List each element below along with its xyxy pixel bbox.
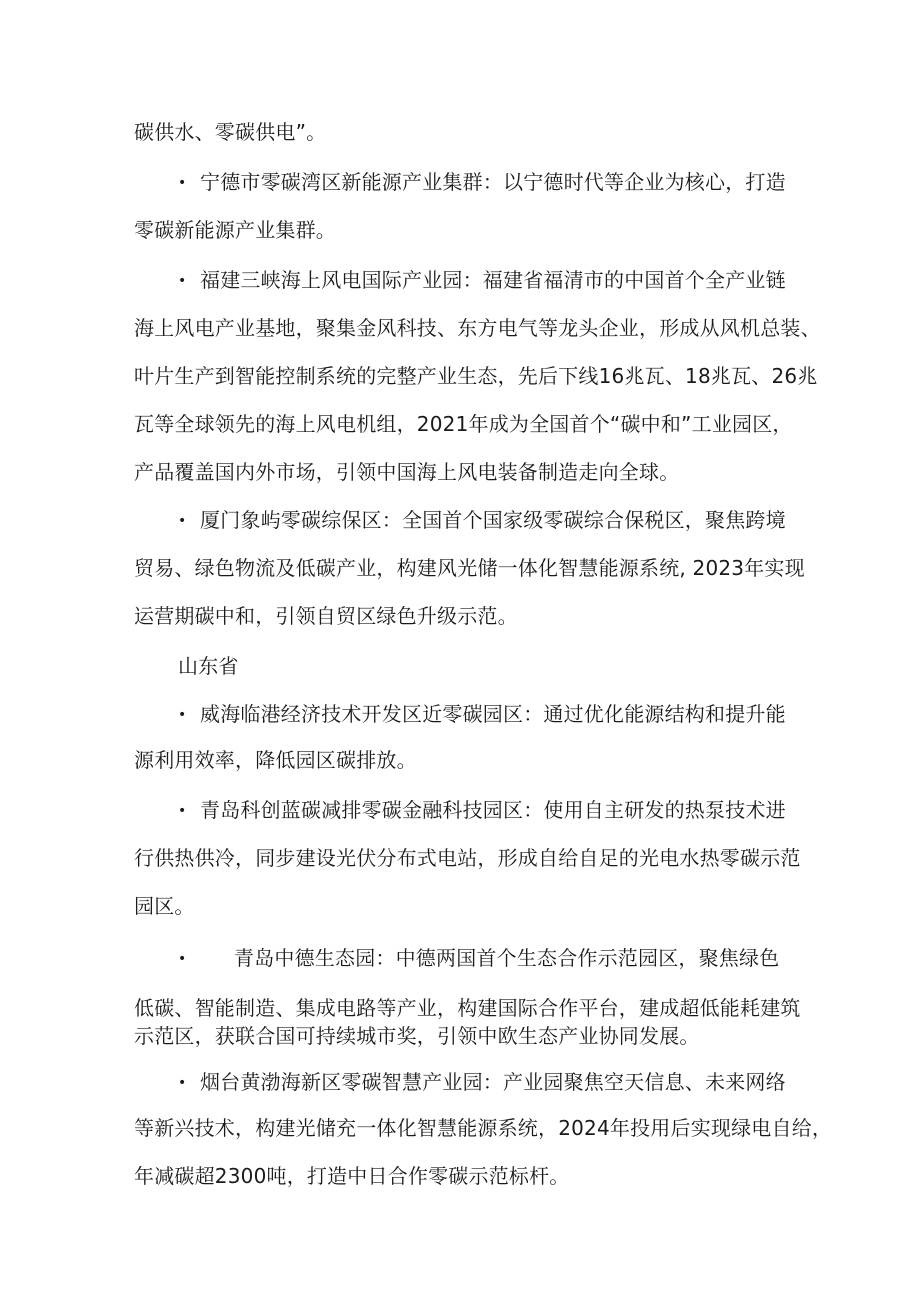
bullet-item-first-line bbox=[178, 168, 838, 197]
bullet-item-first-line bbox=[178, 796, 838, 825]
text-line: 源利用效率，降低园区碳排放。 bbox=[134, 748, 417, 772]
text-line: 碳供水、零碳供电”。 bbox=[134, 120, 327, 144]
text-line: 低碳、智能制造、集成电路等产业，构建国际合作平台，建成超低能耗建筑 bbox=[134, 996, 801, 1020]
text-line: 厦门象屿零碳综保区：全国首个国家级零碳综合保税区，聚焦跨境 bbox=[200, 508, 786, 532]
text-line: 运营期碳中和，引领自贸区绿色升级示范。 bbox=[134, 604, 518, 628]
bullet-item-first-line bbox=[178, 944, 838, 973]
text-line: 威海临港经济技术开发区近零碳园区：通过优化能源结构和提升能 bbox=[200, 702, 786, 726]
text-line: 福建三峡海上风电国际产业园：福建省福清市的中国首个全产业链 bbox=[200, 268, 786, 292]
bullet-icon: • bbox=[178, 513, 187, 529]
bullet-item-first-line bbox=[178, 266, 838, 295]
bullet-icon: • bbox=[178, 175, 187, 191]
text-line: 青岛科创蓝碳减排零碳金融科技园区：使用自主研发的热泵技术进 bbox=[200, 798, 786, 822]
bullet-icon: • bbox=[178, 273, 187, 289]
text-line: 青岛中德生态园：中德两国首个生态合作示范园区，聚焦绿色 bbox=[234, 946, 780, 970]
text-line: 产品覆盖国内外市场，引领中国海上风电装备制造走向全球。 bbox=[134, 460, 680, 484]
bullet-item-first-line bbox=[178, 700, 838, 729]
bullet-item-first-line bbox=[178, 506, 838, 535]
text-line: 示范区，获联合国可持续城市奖，引领中欧生态产业协同发展。 bbox=[134, 1024, 700, 1048]
bullet-icon: • bbox=[178, 1075, 187, 1091]
bullet-icon: • bbox=[178, 707, 187, 723]
text-line: 宁德市零碳湾区新能源产业集群：以宁德时代等企业为核心，打造 bbox=[200, 170, 786, 194]
text-line: 行供热供冷，同步建设光伏分布式电站，形成自给自足的光电水热零碳示范 bbox=[134, 846, 801, 870]
text-line: 等新兴技术，构建光储充一体化智慧能源系统，2024年投用后实现绿电自给， bbox=[134, 1116, 833, 1140]
bullet-icon: • bbox=[178, 951, 187, 967]
text-line: 烟台黄渤海新区零碳智慧产业园：产业园聚焦空天信息、未来网络 bbox=[200, 1070, 786, 1094]
bullet-icon: • bbox=[178, 803, 187, 819]
text-line: 瓦等全球领先的海上风电机组，2021年成为全国首个“碳中和”工业园区， bbox=[134, 412, 793, 436]
text-line: 海上风电产业基地，聚集金风科技、东方电气等龙头企业，形成从风机总装、 bbox=[134, 316, 821, 340]
section-heading: 山东省 bbox=[178, 654, 239, 678]
text-line: 园区。 bbox=[134, 894, 195, 918]
text-line: 贸易、绿色物流及低碳产业，构建风光储一体化智慧能源系统, 2023年实现 bbox=[134, 556, 805, 580]
text-line: 叶片生产到智能控制系统的完整产业生态，先后下线16兆瓦、18兆瓦、26兆 bbox=[134, 364, 818, 388]
bullet-item-first-line bbox=[178, 1068, 838, 1097]
text-line: 零碳新能源产业集群。 bbox=[134, 218, 336, 242]
text-line: 年减碳超2300吨，打造中日合作零碳示范标杆。 bbox=[134, 1164, 570, 1188]
